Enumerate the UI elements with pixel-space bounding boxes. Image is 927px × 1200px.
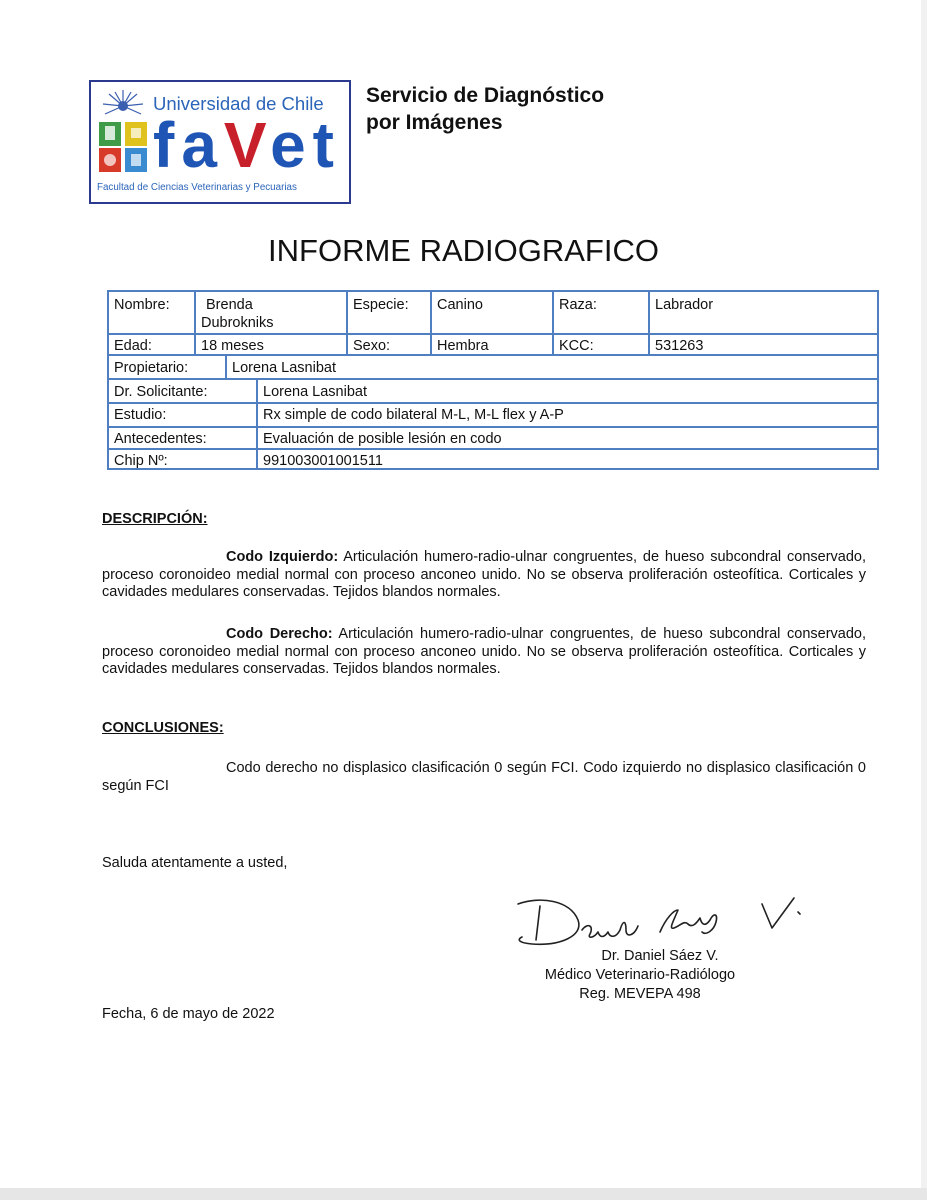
codo-derecho-text: Articulación humero-radio-ulnar congruentes, de hueso subcondral conservado, proceso coronoideo medial normal con proceso anconeo unido. No se observa proliferación osteofítica. Corticales y cavidades medulares conservadas. Tejidos blandos normales. xyxy=(102,626,867,677)
signer-name: Dr. Daniel Sáez V. xyxy=(601,948,719,964)
codo-izquierdo-label: Codo Izquierdo: xyxy=(226,549,339,565)
codo-izquierdo-paragraph xyxy=(102,549,866,602)
service-name xyxy=(366,82,604,136)
sexo-value: Hembra xyxy=(437,338,489,354)
university-name: Universidad de Chile xyxy=(153,93,324,114)
sexo-label: Sexo: xyxy=(353,338,391,354)
codo-izquierdo-text: Articulación humero-radio-ulnar congruentes, de hueso subcondral conservado, proceso coronoideo medial normal con proceso anconeo unido. No se observa proliferación osteofítica. Corticales y cavidades medulares conservadas. Tejidos blandos normales. xyxy=(102,549,866,600)
nombre-last: Dubrokniks xyxy=(201,315,274,331)
chip-label: Chip Nº: xyxy=(114,453,168,469)
page-right-edge xyxy=(921,0,927,1188)
raza-value: Labrador xyxy=(655,297,714,313)
signer-role: Médico Veterinario-Radiólogo xyxy=(544,967,736,983)
raza-label: Raza: xyxy=(559,297,597,313)
propietario-value: Lorena Lasnibat xyxy=(232,360,336,376)
page-bottom-edge xyxy=(0,1188,927,1200)
university-seal-icon xyxy=(97,88,149,182)
service-line-1: Servicio de Diagnóstico xyxy=(366,84,605,107)
kcc-value: 531263 xyxy=(655,338,704,354)
patient-info-table xyxy=(107,290,879,470)
especie-label: Especie: xyxy=(353,297,409,313)
codo-derecho-label: Codo Derecho: xyxy=(226,626,333,642)
signature-block xyxy=(500,947,780,1004)
signer-reg: Reg. MEVEPA 498 xyxy=(579,986,701,1002)
report-date: Fecha, 6 de mayo de 2022 xyxy=(102,1006,275,1022)
edad-value: 18 meses xyxy=(201,338,264,354)
codo-derecho-paragraph xyxy=(102,626,866,679)
edad-label: Edad: xyxy=(114,338,152,354)
estudio-value: Rx simple de codo bilateral M-L, M-L flex y A-P xyxy=(263,407,564,423)
especie-value: Canino xyxy=(437,297,483,313)
faculty-name: Facultad de Ciencias Veterinarias y Pecuarias xyxy=(97,182,297,193)
antecedentes-value: Evaluación de posible lesión en codo xyxy=(263,431,502,447)
report-title: INFORME RADIOGRAFICO xyxy=(268,233,659,268)
favet-wordmark: faVet xyxy=(153,109,341,181)
descripcion-heading: DESCRIPCIÓN: xyxy=(102,511,208,527)
propietario-label: Propietario: xyxy=(114,360,189,376)
conclusiones-text: Codo derecho no displasico clasificación 0 según FCI. Codo izquierdo no displasico clasificación 0 según FCI xyxy=(102,760,866,794)
antecedentes-label: Antecedentes: xyxy=(114,431,207,447)
nombre-value xyxy=(196,294,346,334)
nombre-label: Nombre: xyxy=(114,297,170,313)
chip-value: 991003001001511 xyxy=(263,453,383,469)
kcc-label: KCC: xyxy=(559,338,594,354)
handwritten-signature xyxy=(510,890,810,952)
service-line-2: por Imágenes xyxy=(366,111,503,134)
conclusiones-heading: CONCLUSIONES: xyxy=(102,720,224,736)
estudio-label: Estudio: xyxy=(114,407,167,423)
solicitante-label: Dr. Solicitante: xyxy=(114,384,208,400)
nombre-first: Brenda xyxy=(206,297,253,313)
closing-greeting: Saluda atentamente a usted, xyxy=(102,855,288,871)
favet-logo xyxy=(89,80,351,204)
solicitante-value: Lorena Lasnibat xyxy=(263,384,367,400)
